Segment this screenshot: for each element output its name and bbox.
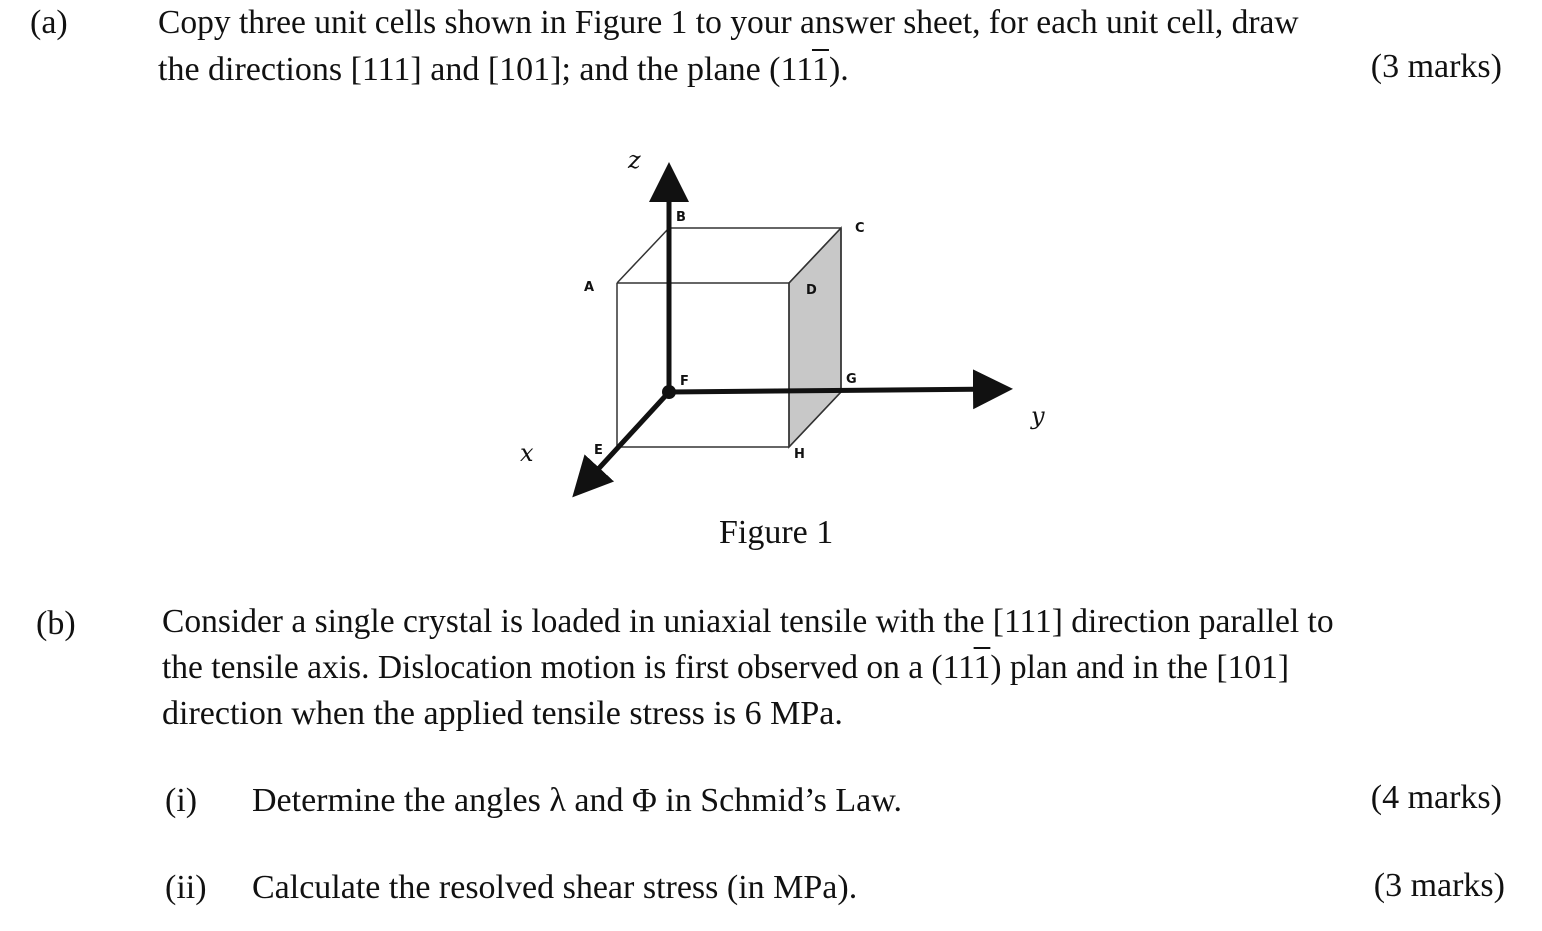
- part-a-label: (a): [30, 4, 68, 41]
- sub-i-marks: (4 marks): [1370, 779, 1502, 816]
- point-label-d: D: [806, 283, 817, 298]
- point-label-b: B: [676, 210, 686, 225]
- sub-ii-label: (ii): [165, 869, 207, 906]
- figure-caption: Figure 1: [719, 514, 834, 551]
- part-b-line-2-bar-digit: 1: [973, 649, 991, 686]
- point-label-g: G: [846, 372, 857, 387]
- y-axis: [669, 389, 1003, 392]
- part-a-line-2-bar-digit: 1: [811, 51, 829, 88]
- part-a-line-2-prefix: the directions [111] and [101]; and the plane (11: [158, 51, 812, 88]
- x-axis: [579, 392, 669, 490]
- shaded-face: [789, 228, 841, 447]
- part-b-line-3: direction when the applied tensile stress is 6 MPa.: [162, 695, 843, 732]
- part-b-label: (b): [36, 605, 76, 642]
- sub-ii-marks: (3 marks): [1373, 867, 1505, 904]
- point-label-c: C: [855, 221, 865, 236]
- axis-label-x: x: [520, 439, 534, 467]
- part-a-line-1: Copy three unit cells shown in Figure 1 to your answer sheet, for each unit cell, draw: [158, 4, 1299, 41]
- point-label-e: E: [594, 443, 603, 458]
- axis-label-z: z: [628, 146, 641, 174]
- axis-label-y: y: [1031, 402, 1045, 430]
- edge-top-left: [617, 228, 669, 283]
- point-label-f: F: [680, 374, 689, 389]
- point-label-a: A: [584, 280, 595, 295]
- point-label-h: H: [794, 447, 805, 462]
- part-b-line-2-suffix: ) plan and in the [101]: [990, 649, 1289, 686]
- part-a-marks: (3 marks): [1370, 48, 1502, 85]
- part-b-line-2-prefix: the tensile axis. Dislocation motion is first observed on a (11: [162, 649, 974, 686]
- origin-dot: [662, 385, 676, 399]
- part-a-line-2-suffix: ).: [828, 51, 849, 88]
- part-b-line-2: [162, 651, 1289, 685]
- sub-i-label: (i): [165, 782, 198, 819]
- sub-i-text: Determine the angles λ and Φ in Schmid’s Law.: [252, 782, 903, 819]
- part-b-line-1: Consider a single crystal is loaded in uniaxial tensile with the [111] direction parallel to: [162, 603, 1334, 640]
- sub-ii-text: Calculate the resolved shear stress (in MPa).: [252, 869, 858, 906]
